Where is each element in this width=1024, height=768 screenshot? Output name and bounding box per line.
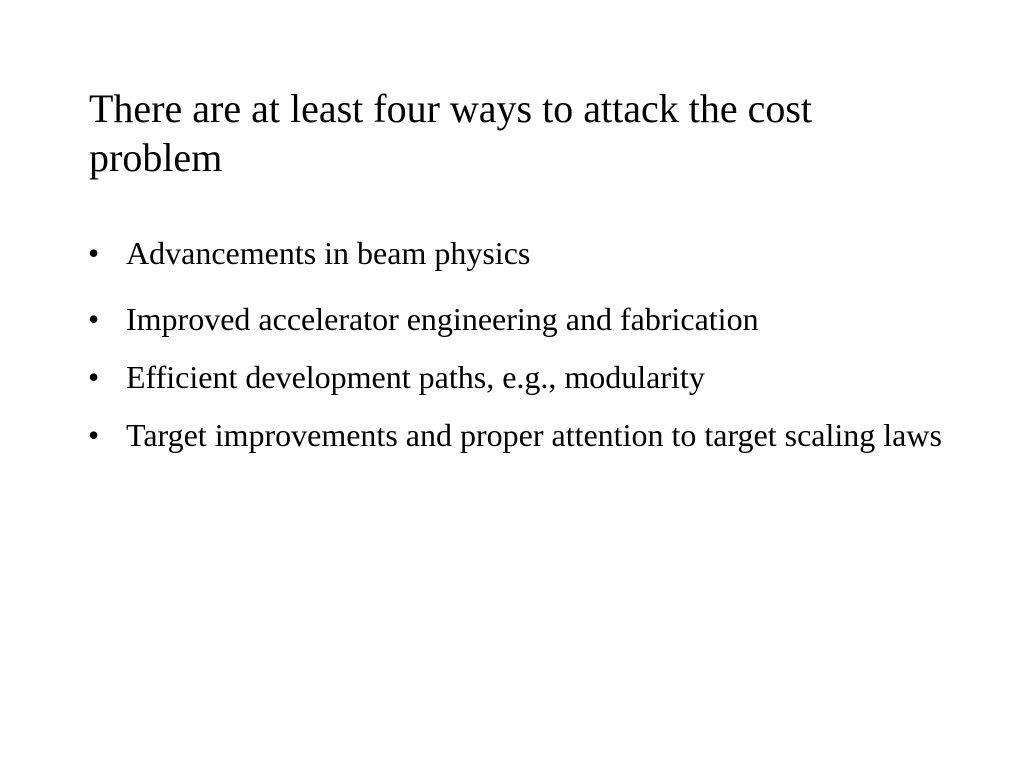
bullet-item: [88, 296, 968, 342]
bullet-item: [88, 412, 968, 458]
bullet-icon: •: [88, 359, 100, 395]
slide-title: There are at least four ways to attack the cost problem: [89, 86, 813, 180]
bullet-text: Advancements in beam physics: [126, 235, 531, 271]
bullet-item: [88, 354, 968, 400]
bullet-icon: •: [88, 235, 100, 271]
bullet-item: [88, 230, 968, 276]
bullet-text: Efficient development paths, e.g., modularity: [126, 359, 705, 395]
bullet-icon: •: [88, 417, 100, 453]
bullet-text: Improved accelerator engineering and fabrication: [126, 301, 759, 337]
bullet-text: Target improvements and proper attention to target scaling laws: [126, 417, 942, 453]
bullet-list: [88, 230, 968, 458]
bullet-icon: •: [88, 301, 100, 337]
